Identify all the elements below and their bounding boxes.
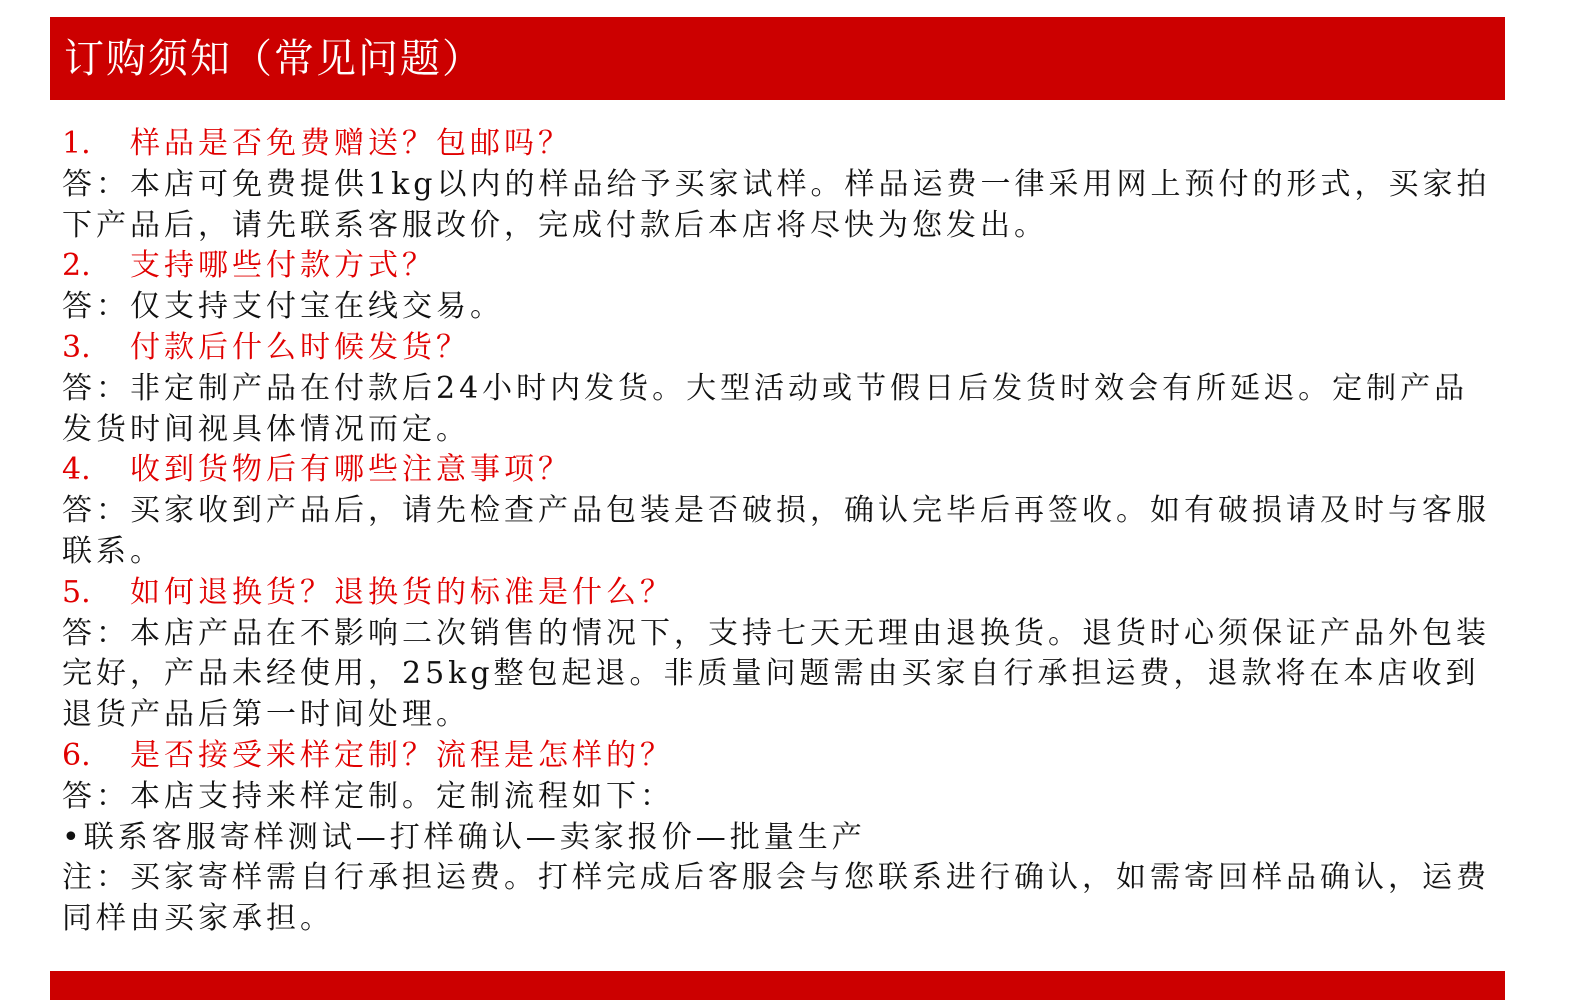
faq-item-1: [62, 124, 1492, 246]
faq-answer: 答：买家收到产品后，请先检查产品包装是否破损，确认完毕后再签收。如有破损请及时与客服联系。: [62, 493, 1490, 569]
faq-question: [62, 573, 1492, 614]
faq-item-2: [62, 246, 1492, 328]
faq-item-3: [62, 328, 1492, 450]
footer-bar: [50, 971, 1505, 1000]
page-title: 订购须知（常见问题）: [64, 35, 484, 82]
faq-answer: 答：仅支持支付宝在线交易。: [62, 289, 504, 325]
faq-item-6: [62, 736, 1492, 940]
faq-question-text: 支持哪些付款方式？: [130, 248, 436, 284]
faq-number: 5.: [62, 574, 91, 610]
process-steps: •联系客服寄样测试—打样确认—卖家报价—批量生产: [62, 819, 866, 855]
faq-answer: 答：本店支持来样定制。定制流程如下：: [62, 778, 674, 814]
faq-item-4: [62, 450, 1492, 572]
faq-question-text: 样品是否免费赠送？包邮吗？: [130, 126, 572, 161]
faq-question: [62, 246, 1492, 287]
faq-question-text: 如何退换货？退换货的标准是什么？: [130, 574, 674, 610]
faq-number: 4.: [62, 452, 91, 488]
faq-number: 1.: [62, 126, 91, 161]
faq-item-5: [62, 573, 1492, 736]
faq-answer: 答：本店产品在不影响二次销售的情况下，支持七天无理由退换货。退货时心须保证产品外包装完好，产品未经使用，25kg整包起退。非质量问题需由买家自行承担运费，退款将在本店收到退货产品后第一时间处理。: [62, 615, 1490, 733]
faq-question: [62, 328, 1492, 369]
faq-question-text: 是否接受来样定制？流程是怎样的？: [130, 737, 674, 773]
faq-question-text: 付款后什么时候发货？: [130, 329, 470, 365]
header-bar: [50, 17, 1505, 100]
faq-answer: 答：本店可免费提供1kg以内的样品给予买家试样。样品运费一律采用网上预付的形式，买家拍下产品后，请先联系客服改价，完成付款后本店将尽快为您发出。: [62, 166, 1491, 243]
faq-question-text: 收到货物后有哪些注意事项？: [130, 452, 572, 488]
faq-number: 3.: [62, 329, 91, 365]
faq-question: [62, 736, 1492, 777]
faq-list: [62, 124, 1492, 940]
faq-question: [62, 450, 1492, 491]
faq-number: 6.: [62, 737, 91, 773]
faq-question: [62, 124, 1492, 165]
faq-note: 注：买家寄样需自行承担运费。打样完成后客服会与您联系进行确认，如需寄回样品确认，运费同样由买家承担。: [62, 860, 1490, 937]
faq-answer: 答：非定制产品在付款后24小时内发货。大型活动或节假日后发货时效会有所延迟。定制产品发货时间视具体情况而定。: [62, 370, 1469, 447]
faq-number: 2.: [62, 248, 91, 284]
